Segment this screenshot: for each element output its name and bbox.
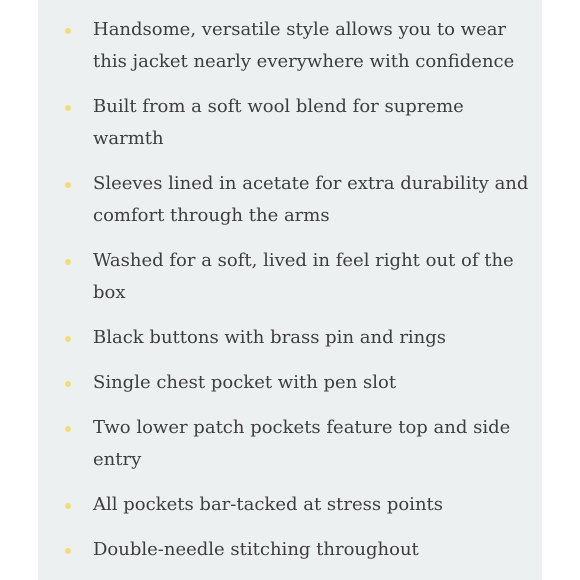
feature-text: Handsome, versatile style allows you to wear this jacket nearly everywhere with confidence <box>93 19 515 72</box>
feature-text: Built from a soft wool blend for supreme warmth <box>93 96 464 149</box>
feature-text: Black buttons with brass pin and rings <box>93 327 447 348</box>
list-item <box>38 412 542 476</box>
bullet-dot-icon <box>65 259 71 265</box>
list-item <box>38 168 542 232</box>
list-item <box>38 14 542 78</box>
feature-text: All pockets bar-tacked at stress points <box>93 494 444 515</box>
bullet-dot-icon <box>65 105 71 111</box>
list-item <box>38 367 542 399</box>
bullet-dot-icon <box>65 336 71 342</box>
bullet-dot-icon <box>65 503 71 509</box>
bullet-dot-icon <box>65 182 71 188</box>
feature-text: Washed for a soft, lived in feel right out of the box <box>93 250 514 303</box>
list-item <box>38 489 542 521</box>
feature-text: Two lower patch pockets feature top and side entry <box>93 417 511 470</box>
bullet-dot-icon <box>65 548 71 554</box>
feature-list <box>38 14 542 579</box>
bullet-dot-icon <box>65 426 71 432</box>
list-item <box>38 322 542 354</box>
feature-panel <box>38 0 542 580</box>
feature-text: Single chest pocket with pen slot <box>93 372 397 393</box>
bullet-dot-icon <box>65 28 71 34</box>
list-item <box>38 91 542 155</box>
bullet-dot-icon <box>65 381 71 387</box>
feature-text: Sleeves lined in acetate for extra durability and comfort through the arms <box>93 173 529 226</box>
list-item <box>38 534 542 566</box>
list-item <box>38 245 542 309</box>
feature-text: Double-needle stitching throughout <box>93 539 419 560</box>
